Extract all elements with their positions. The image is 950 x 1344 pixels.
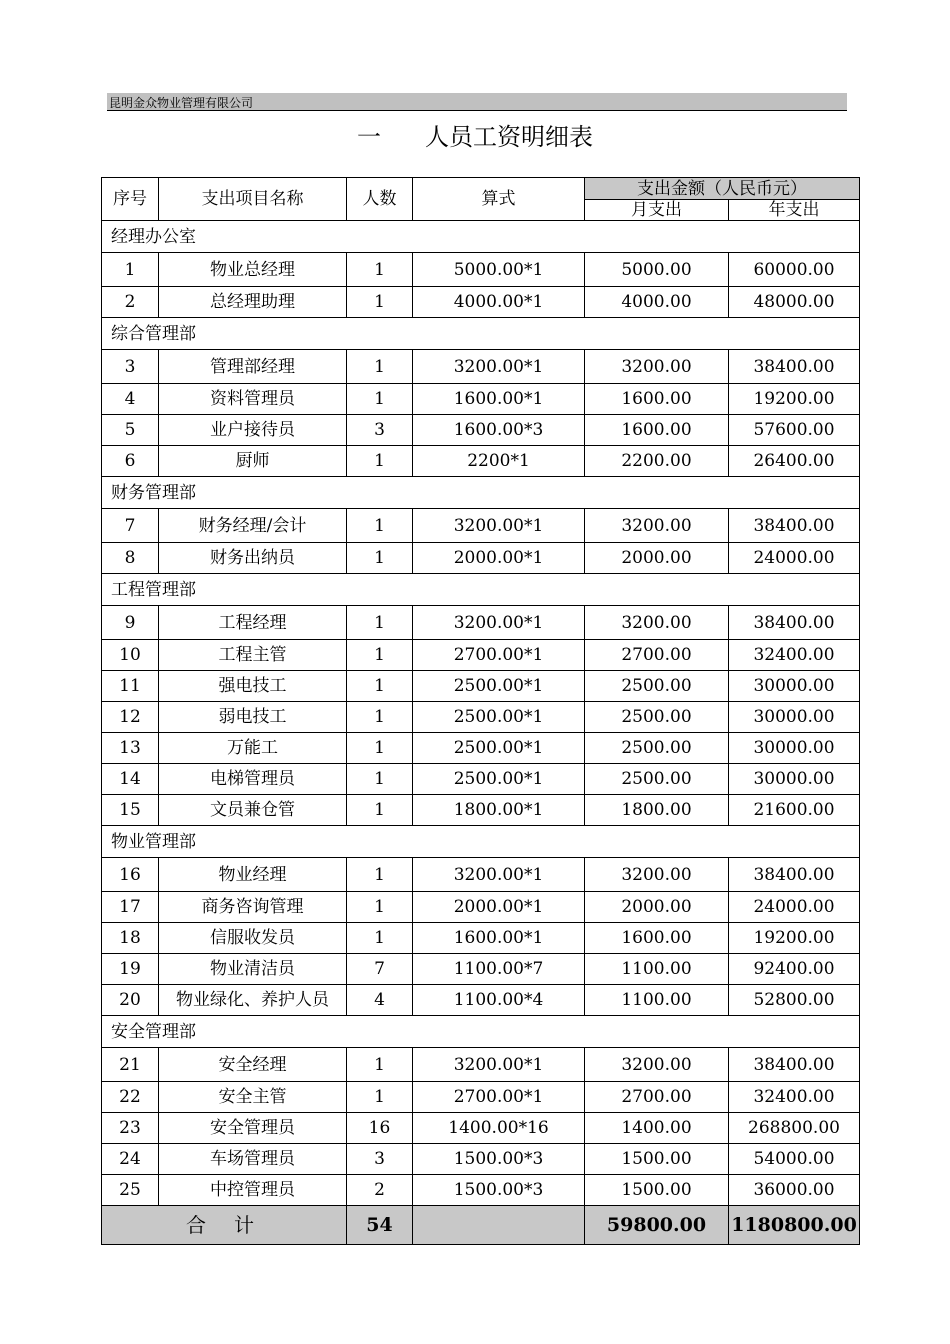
row-index: 15 [102, 795, 159, 826]
row-yearly: 30000.00 [729, 764, 860, 795]
row-item-name: 物业总经理 [159, 253, 347, 287]
row-yearly: 24000.00 [729, 543, 860, 574]
row-index: 2 [102, 287, 159, 318]
table-row [102, 287, 860, 318]
section-row [102, 574, 860, 606]
row-count: 1 [347, 350, 413, 384]
row-formula: 2700.00*1 [413, 640, 585, 671]
row-item-name: 信服收发员 [159, 923, 347, 954]
table-row [102, 350, 860, 384]
table-row [102, 415, 860, 446]
row-yearly: 38400.00 [729, 858, 860, 892]
table-row [102, 671, 860, 702]
row-formula: 2000.00*1 [413, 543, 585, 574]
row-formula: 2700.00*1 [413, 1082, 585, 1113]
row-count: 1 [347, 923, 413, 954]
page-title [0, 122, 950, 152]
row-yearly: 92400.00 [729, 954, 860, 985]
row-formula: 1600.00*1 [413, 384, 585, 415]
table-row [102, 1082, 860, 1113]
table-row [102, 764, 860, 795]
row-formula: 3200.00*1 [413, 1048, 585, 1082]
table-row [102, 954, 860, 985]
row-formula: 2500.00*1 [413, 733, 585, 764]
row-formula: 1500.00*3 [413, 1175, 585, 1206]
row-formula: 3200.00*1 [413, 606, 585, 640]
header-amount-group: 支出金额（人民币元） [585, 178, 860, 200]
row-yearly: 38400.00 [729, 1048, 860, 1082]
row-monthly: 2500.00 [585, 764, 729, 795]
row-monthly: 4000.00 [585, 287, 729, 318]
row-index: 11 [102, 671, 159, 702]
row-item-name: 强电技工 [159, 671, 347, 702]
row-item-name: 安全经理 [159, 1048, 347, 1082]
row-index: 3 [102, 350, 159, 384]
section-name: 综合管理部 [102, 318, 860, 350]
row-formula: 1500.00*3 [413, 1144, 585, 1175]
row-count: 1 [347, 446, 413, 477]
row-monthly: 1800.00 [585, 795, 729, 826]
row-monthly: 1100.00 [585, 985, 729, 1016]
row-count: 1 [347, 509, 413, 543]
table-row [102, 702, 860, 733]
row-monthly: 2700.00 [585, 640, 729, 671]
row-yearly: 24000.00 [729, 892, 860, 923]
row-count: 2 [347, 1175, 413, 1206]
row-formula: 4000.00*1 [413, 287, 585, 318]
row-yearly: 32400.00 [729, 1082, 860, 1113]
row-monthly: 1500.00 [585, 1144, 729, 1175]
row-item-name: 财务经理/会计 [159, 509, 347, 543]
header-row-top [102, 178, 860, 200]
row-yearly: 21600.00 [729, 795, 860, 826]
title-text: 人员工资明细表 [425, 123, 593, 151]
row-formula: 1100.00*7 [413, 954, 585, 985]
row-index: 19 [102, 954, 159, 985]
row-count: 1 [347, 253, 413, 287]
row-index: 6 [102, 446, 159, 477]
row-formula: 2500.00*1 [413, 671, 585, 702]
total-monthly: 59800.00 [585, 1206, 729, 1245]
row-formula: 1100.00*4 [413, 985, 585, 1016]
row-index: 8 [102, 543, 159, 574]
row-index: 16 [102, 858, 159, 892]
section-name: 工程管理部 [102, 574, 860, 606]
row-yearly: 57600.00 [729, 415, 860, 446]
section-row [102, 221, 860, 253]
row-index: 12 [102, 702, 159, 733]
table-row [102, 640, 860, 671]
row-yearly: 54000.00 [729, 1144, 860, 1175]
section-row [102, 826, 860, 858]
row-monthly: 2200.00 [585, 446, 729, 477]
row-index: 17 [102, 892, 159, 923]
header-count: 人数 [347, 178, 413, 221]
row-monthly: 3200.00 [585, 509, 729, 543]
row-count: 1 [347, 606, 413, 640]
table-row [102, 795, 860, 826]
row-item-name: 业户接待员 [159, 415, 347, 446]
row-index: 9 [102, 606, 159, 640]
row-item-name: 资料管理员 [159, 384, 347, 415]
row-item-name: 物业经理 [159, 858, 347, 892]
row-count: 4 [347, 985, 413, 1016]
row-item-name: 安全管理员 [159, 1113, 347, 1144]
row-monthly: 1600.00 [585, 384, 729, 415]
company-header-bar [107, 93, 847, 111]
row-formula: 3200.00*1 [413, 858, 585, 892]
table-row [102, 923, 860, 954]
table-row [102, 892, 860, 923]
row-item-name: 总经理助理 [159, 287, 347, 318]
row-monthly: 1400.00 [585, 1113, 729, 1144]
row-count: 16 [347, 1113, 413, 1144]
row-yearly: 38400.00 [729, 509, 860, 543]
total-yearly: 1180800.00 [729, 1206, 860, 1245]
table-row [102, 985, 860, 1016]
row-item-name: 厨师 [159, 446, 347, 477]
row-monthly: 1100.00 [585, 954, 729, 985]
section-name: 物业管理部 [102, 826, 860, 858]
row-yearly: 60000.00 [729, 253, 860, 287]
row-count: 1 [347, 892, 413, 923]
row-item-name: 弱电技工 [159, 702, 347, 733]
row-yearly: 48000.00 [729, 287, 860, 318]
row-yearly: 52800.00 [729, 985, 860, 1016]
row-yearly: 30000.00 [729, 733, 860, 764]
total-label: 合计 [102, 1206, 347, 1245]
row-index: 21 [102, 1048, 159, 1082]
row-count: 7 [347, 954, 413, 985]
row-formula: 1600.00*3 [413, 415, 585, 446]
row-count: 1 [347, 858, 413, 892]
row-monthly: 1500.00 [585, 1175, 729, 1206]
row-formula: 2500.00*1 [413, 764, 585, 795]
table-row [102, 253, 860, 287]
row-count: 1 [347, 702, 413, 733]
row-formula: 1600.00*1 [413, 923, 585, 954]
total-count: 54 [347, 1206, 413, 1245]
row-index: 4 [102, 384, 159, 415]
row-monthly: 2500.00 [585, 733, 729, 764]
row-item-name: 商务咨询管理 [159, 892, 347, 923]
table-row [102, 1175, 860, 1206]
row-yearly: 32400.00 [729, 640, 860, 671]
header-monthly: 月支出 [585, 200, 729, 221]
section-name: 经理办公室 [102, 221, 860, 253]
row-item-name: 安全主管 [159, 1082, 347, 1113]
row-count: 1 [347, 764, 413, 795]
row-count: 1 [347, 733, 413, 764]
row-item-name: 财务出纳员 [159, 543, 347, 574]
row-count: 3 [347, 1144, 413, 1175]
table-row [102, 606, 860, 640]
row-item-name: 电梯管理员 [159, 764, 347, 795]
row-monthly: 5000.00 [585, 253, 729, 287]
row-formula: 3200.00*1 [413, 509, 585, 543]
row-index: 10 [102, 640, 159, 671]
header-formula: 算式 [413, 178, 585, 221]
section-name: 安全管理部 [102, 1016, 860, 1048]
row-index: 7 [102, 509, 159, 543]
row-item-name: 中控管理员 [159, 1175, 347, 1206]
table-row [102, 733, 860, 764]
row-formula: 3200.00*1 [413, 350, 585, 384]
row-yearly: 36000.00 [729, 1175, 860, 1206]
section-row [102, 477, 860, 509]
row-count: 3 [347, 415, 413, 446]
row-item-name: 物业绿化、养护人员 [159, 985, 347, 1016]
table-row [102, 1144, 860, 1175]
row-monthly: 2700.00 [585, 1082, 729, 1113]
table-row [102, 543, 860, 574]
header-index: 序号 [102, 178, 159, 221]
row-monthly: 1600.00 [585, 415, 729, 446]
title-number: 一 [357, 123, 381, 151]
row-index: 25 [102, 1175, 159, 1206]
row-yearly: 19200.00 [729, 384, 860, 415]
row-index: 1 [102, 253, 159, 287]
row-formula: 2500.00*1 [413, 702, 585, 733]
row-item-name: 工程经理 [159, 606, 347, 640]
row-yearly: 30000.00 [729, 702, 860, 733]
row-yearly: 19200.00 [729, 923, 860, 954]
table-row [102, 384, 860, 415]
row-monthly: 2000.00 [585, 892, 729, 923]
company-name: 昆明金众物业管理有限公司 [109, 96, 254, 110]
total-formula [413, 1206, 585, 1245]
row-index: 23 [102, 1113, 159, 1144]
row-monthly: 3200.00 [585, 1048, 729, 1082]
row-count: 1 [347, 1048, 413, 1082]
row-item-name: 工程主管 [159, 640, 347, 671]
row-count: 1 [347, 384, 413, 415]
row-formula: 5000.00*1 [413, 253, 585, 287]
row-index: 20 [102, 985, 159, 1016]
row-index: 24 [102, 1144, 159, 1175]
section-row [102, 1016, 860, 1048]
total-row [102, 1206, 860, 1245]
row-count: 1 [347, 671, 413, 702]
row-formula: 2000.00*1 [413, 892, 585, 923]
row-monthly: 2500.00 [585, 702, 729, 733]
row-formula: 2200*1 [413, 446, 585, 477]
row-yearly: 38400.00 [729, 606, 860, 640]
table-row [102, 509, 860, 543]
row-monthly: 3200.00 [585, 350, 729, 384]
row-index: 18 [102, 923, 159, 954]
row-index: 14 [102, 764, 159, 795]
row-count: 1 [347, 1082, 413, 1113]
row-count: 1 [347, 795, 413, 826]
row-formula: 1800.00*1 [413, 795, 585, 826]
table-row [102, 446, 860, 477]
row-monthly: 3200.00 [585, 858, 729, 892]
row-item-name: 文员兼仓管 [159, 795, 347, 826]
row-index: 22 [102, 1082, 159, 1113]
row-monthly: 3200.00 [585, 606, 729, 640]
section-row [102, 318, 860, 350]
row-yearly: 268800.00 [729, 1113, 860, 1144]
row-item-name: 管理部经理 [159, 350, 347, 384]
table-row [102, 858, 860, 892]
row-index: 5 [102, 415, 159, 446]
table-row [102, 1113, 860, 1144]
row-count: 1 [347, 543, 413, 574]
header-item-name: 支出项目名称 [159, 178, 347, 221]
row-monthly: 2500.00 [585, 671, 729, 702]
row-formula: 1400.00*16 [413, 1113, 585, 1144]
section-name: 财务管理部 [102, 477, 860, 509]
row-item-name: 车场管理员 [159, 1144, 347, 1175]
row-monthly: 1600.00 [585, 923, 729, 954]
row-yearly: 38400.00 [729, 350, 860, 384]
salary-table [101, 177, 860, 1245]
table-row [102, 1048, 860, 1082]
row-yearly: 26400.00 [729, 446, 860, 477]
row-count: 1 [347, 287, 413, 318]
row-item-name: 物业清洁员 [159, 954, 347, 985]
row-yearly: 30000.00 [729, 671, 860, 702]
row-index: 13 [102, 733, 159, 764]
header-yearly: 年支出 [729, 200, 860, 221]
row-monthly: 2000.00 [585, 543, 729, 574]
row-count: 1 [347, 640, 413, 671]
row-item-name: 万能工 [159, 733, 347, 764]
